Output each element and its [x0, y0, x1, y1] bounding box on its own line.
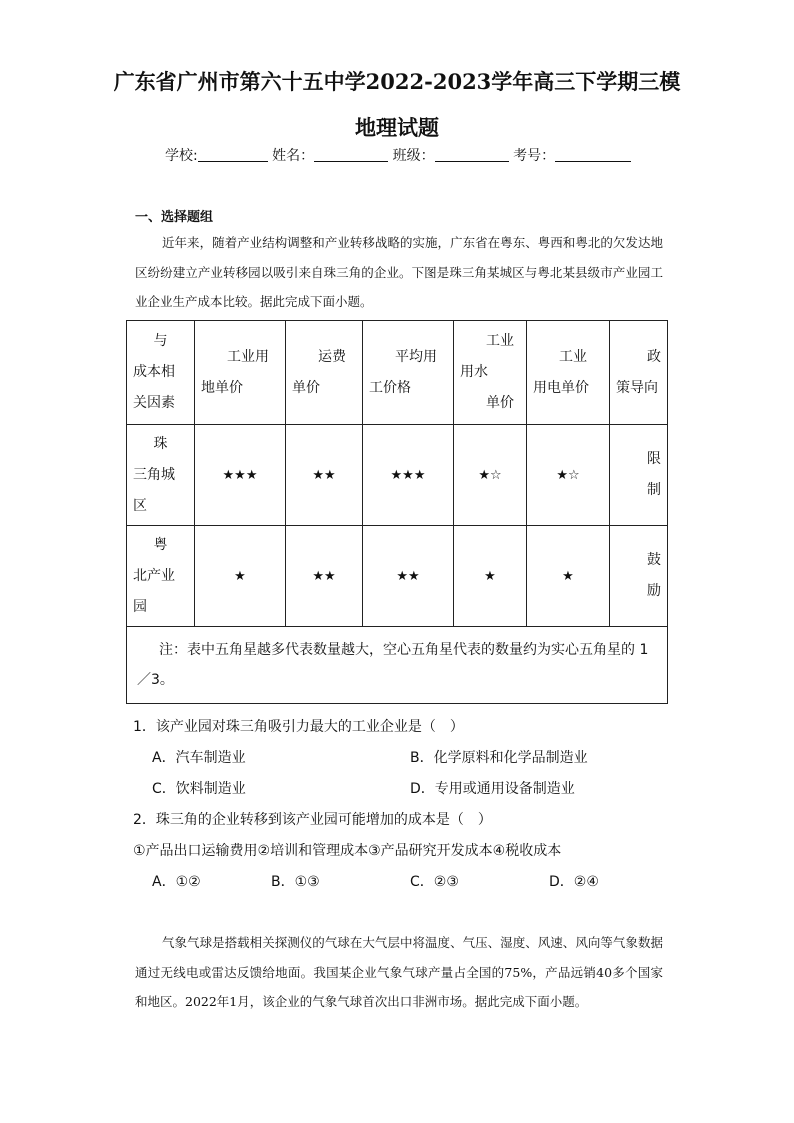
rating-cell: ★	[454, 526, 527, 627]
rating-cell: ★	[195, 526, 286, 627]
exam-number-label: 考号：	[513, 148, 556, 164]
q1-option-c[interactable]: C．饮料制造业	[152, 781, 246, 797]
school-label: 学校:	[165, 148, 198, 164]
rating-cell: ★★★	[195, 425, 286, 526]
row-name: 粤 北产业 园	[127, 526, 195, 627]
name-blank	[314, 147, 388, 162]
q2-option-b[interactable]: B．①③	[271, 874, 320, 890]
policy-cell: 鼓 励	[610, 526, 668, 627]
table-row-north-park	[127, 526, 668, 627]
q2-option-c[interactable]: C．②③	[410, 874, 459, 890]
passage-2: 气象气球是搭载相关探测仪的气球在大气层中将温度、气压、湿度、风速、风向等气象数据通过无线电或雷达反馈给地面。我国某企业气象气球产量占全国的75%，产品远销40多个国家和地区。2022年1月，该企业的气象气球首次出口非洲市场。据此完成下面小题。	[135, 935, 663, 1009]
exam-title-line1: 广东省广州市第六十五中学2022-2023学年高三下学期三模	[113, 69, 681, 94]
exam-number-blank	[555, 147, 631, 162]
rating-cell: ★★	[363, 526, 454, 627]
student-info-line	[165, 145, 631, 165]
row-name: 珠 三角城 区	[127, 425, 195, 526]
q1-option-d[interactable]: D．专用或通用设备制造业	[410, 781, 575, 797]
rating-cell: ★☆	[527, 425, 610, 526]
cost-comparison-table	[126, 320, 668, 704]
header-cost-factor: 与 成本相 关因素	[127, 321, 195, 425]
header-electricity-price: 工业 用电单价	[527, 321, 610, 425]
header-water-price: 工业 用水 单价	[454, 321, 527, 425]
rating-cell: ★★★	[363, 425, 454, 526]
table-header-row	[127, 321, 668, 425]
class-blank	[435, 147, 509, 162]
table-note: 注：表中五角星越多代表数量越大，空心五角星代表的数量约为实心五角星的 1／3。	[127, 627, 668, 704]
school-blank	[198, 147, 268, 162]
rating-cell: ★★	[286, 425, 363, 526]
rating-cell: ★☆	[454, 425, 527, 526]
passage-1: 近年来，随着产业结构调整和产业转移战略的实施，广东省在粤东、粤西和粤北的欠发达地区纷纷建立产业转移园以吸引来自珠三角的企业。下图是珠三角某城区与粤北某县级市产业园工业企业生产成本比较。据此完成下面小题。	[135, 235, 663, 309]
question-1-stem: 1．该产业园对珠三角吸引力最大的工业企业是（ ）	[133, 719, 464, 735]
question-2-items: ①产品出口运输费用②培训和管理成本③产品研究开发成本④税收成本	[133, 843, 562, 859]
question-2-stem: 2．珠三角的企业转移到该产业园可能增加的成本是（ ）	[133, 812, 492, 828]
q1-option-a[interactable]: A．汽车制造业	[152, 750, 246, 766]
section-title: 一、选择题组	[135, 210, 214, 225]
header-land-price: 工业用 地单价	[195, 321, 286, 425]
q2-option-d[interactable]: D．②④	[549, 874, 599, 890]
table-note-row	[127, 627, 668, 704]
header-policy: 政 策导向	[610, 321, 668, 425]
q1-option-b[interactable]: B．化学原料和化学品制造业	[410, 750, 588, 766]
header-freight-price: 运费 单价	[286, 321, 363, 425]
exam-title-line2: 地理试题	[355, 115, 439, 140]
rating-cell: ★	[527, 526, 610, 627]
policy-cell: 限 制	[610, 425, 668, 526]
table-row-pearl-delta	[127, 425, 668, 526]
q2-option-a[interactable]: A．①②	[152, 874, 201, 890]
header-labor-price: 平均用 工价格	[363, 321, 454, 425]
rating-cell: ★★	[286, 526, 363, 627]
name-label: 姓名：	[272, 148, 315, 164]
class-label: 班级：	[392, 148, 435, 164]
